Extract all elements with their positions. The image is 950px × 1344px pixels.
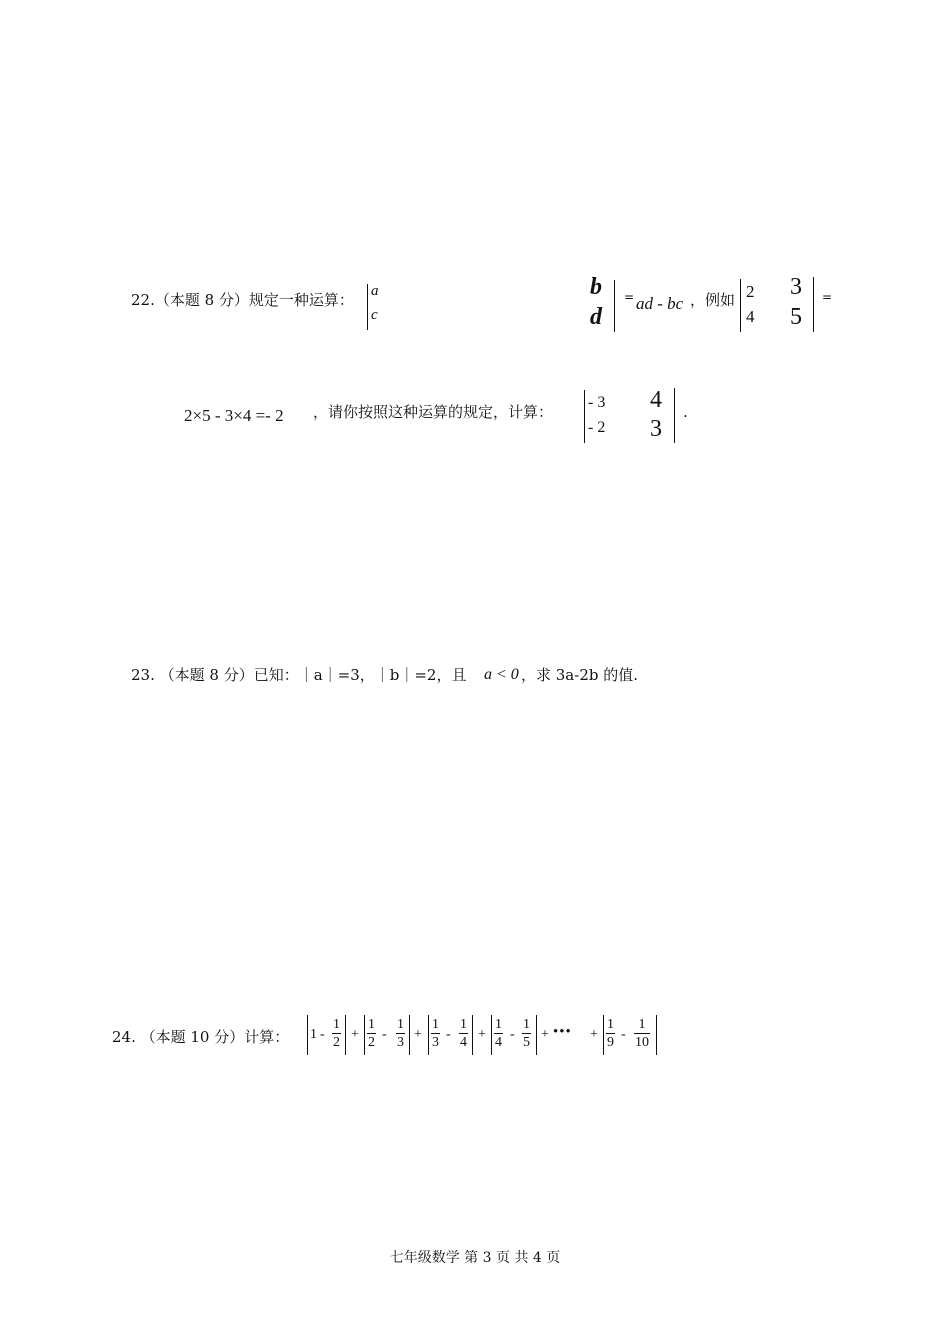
abs-bar xyxy=(472,1015,473,1055)
denominator: 4 xyxy=(460,1035,467,1050)
denominator: 2 xyxy=(333,1035,340,1050)
abs-bar xyxy=(603,1015,604,1055)
denominator: 3 xyxy=(397,1035,404,1050)
term1-left: 1 xyxy=(310,1027,317,1042)
abs-bar xyxy=(491,1015,492,1055)
abs-bar xyxy=(656,1015,657,1055)
example-calculation: 2×5 - 3×4 =- 2 xyxy=(184,406,284,425)
plus-sign: + xyxy=(478,1027,486,1042)
term4-fraction xyxy=(522,1016,531,1051)
q23-condition: a < 0 xyxy=(484,666,519,683)
numerator: 1 xyxy=(432,1017,439,1032)
abs-bar xyxy=(307,1015,308,1055)
numerator: 1 xyxy=(460,1017,467,1032)
example-entry-b: 3 xyxy=(790,274,802,300)
term2-minus: - xyxy=(382,1027,387,1042)
plus-sign: + xyxy=(414,1027,422,1042)
abs-bar xyxy=(364,1015,365,1055)
abs-bar xyxy=(345,1015,346,1055)
det-entry-a: a xyxy=(371,283,379,299)
example-bar-left xyxy=(740,279,741,332)
abs-bar xyxy=(536,1015,537,1055)
numerator: 1 xyxy=(333,1017,340,1032)
term1-minus: - xyxy=(320,1027,325,1042)
abs-bar xyxy=(409,1015,410,1055)
det-entry-c: c xyxy=(371,307,378,323)
term1-fraction xyxy=(332,1016,341,1051)
ellipsis-dots: ••• xyxy=(553,1024,572,1040)
task-bar-left xyxy=(584,390,585,443)
numerator: 1 xyxy=(368,1017,375,1032)
term4-left-fraction xyxy=(494,1016,503,1051)
example-entry-c: 4 xyxy=(746,307,755,326)
q22-prefix: 22.（本题 8 分）规定一种运算： xyxy=(131,291,354,309)
det-entry-b: b xyxy=(590,274,602,300)
numerator: 1 xyxy=(638,1017,646,1032)
det-entry-d: d xyxy=(590,304,602,330)
plus-sign: + xyxy=(351,1027,359,1042)
def-equals: = xyxy=(624,290,635,304)
denominator: 10 xyxy=(635,1035,649,1050)
q22-instruction: ，请你按照这种运算的规定，计算： xyxy=(313,403,554,421)
numerator: 1 xyxy=(397,1017,404,1032)
term3-fraction xyxy=(459,1016,468,1051)
numerator: 1 xyxy=(607,1017,614,1032)
task-entry-a: - 3 xyxy=(588,394,606,411)
term2-fraction xyxy=(396,1016,405,1051)
q24-prefix: 24. （本题 10 分）计算： xyxy=(112,1028,290,1046)
example-entry-d: 5 xyxy=(790,304,802,330)
q23-text-after: ，求 3a-2b 的值. xyxy=(521,666,639,684)
task-entry-b: 4 xyxy=(650,387,662,413)
q22-end: . xyxy=(683,403,688,421)
def-rhs: ad - bc xyxy=(636,294,684,313)
denominator: 4 xyxy=(495,1035,502,1050)
numerator: 1 xyxy=(495,1017,502,1032)
numerator: 1 xyxy=(523,1017,530,1032)
example-entry-a: 2 xyxy=(746,282,755,301)
denominator: 9 xyxy=(607,1035,614,1050)
term-last-left-fraction xyxy=(606,1016,615,1051)
task-entry-c: - 2 xyxy=(588,419,606,436)
determinant-bar-left xyxy=(367,284,368,330)
term3-minus: - xyxy=(446,1027,451,1042)
denominator: 2 xyxy=(368,1035,375,1050)
term4-minus: - xyxy=(510,1027,515,1042)
page-footer: 七年级数学 第 3 页 共 4 页 xyxy=(389,1250,561,1266)
plus-sign: + xyxy=(541,1027,549,1042)
term3-left-fraction xyxy=(431,1016,440,1051)
determinant-bar-right xyxy=(614,280,615,332)
task-entry-d: 3 xyxy=(650,416,662,442)
example-bar-right xyxy=(813,277,814,332)
plus-sign: + xyxy=(590,1027,598,1042)
q23-text-before: 23. （本题 8 分）已知：｜a｜=3，｜b｜=2，且 xyxy=(131,666,467,684)
example-prefix: ，例如 xyxy=(690,291,736,309)
example-equals: = xyxy=(822,290,833,304)
term-last-minus: - xyxy=(621,1027,626,1042)
denominator: 5 xyxy=(523,1035,530,1050)
denominator: 3 xyxy=(432,1035,439,1050)
task-bar-right xyxy=(674,388,675,443)
term-last-fraction xyxy=(634,1016,650,1051)
abs-bar xyxy=(428,1015,429,1055)
term2-left-fraction xyxy=(367,1016,376,1051)
